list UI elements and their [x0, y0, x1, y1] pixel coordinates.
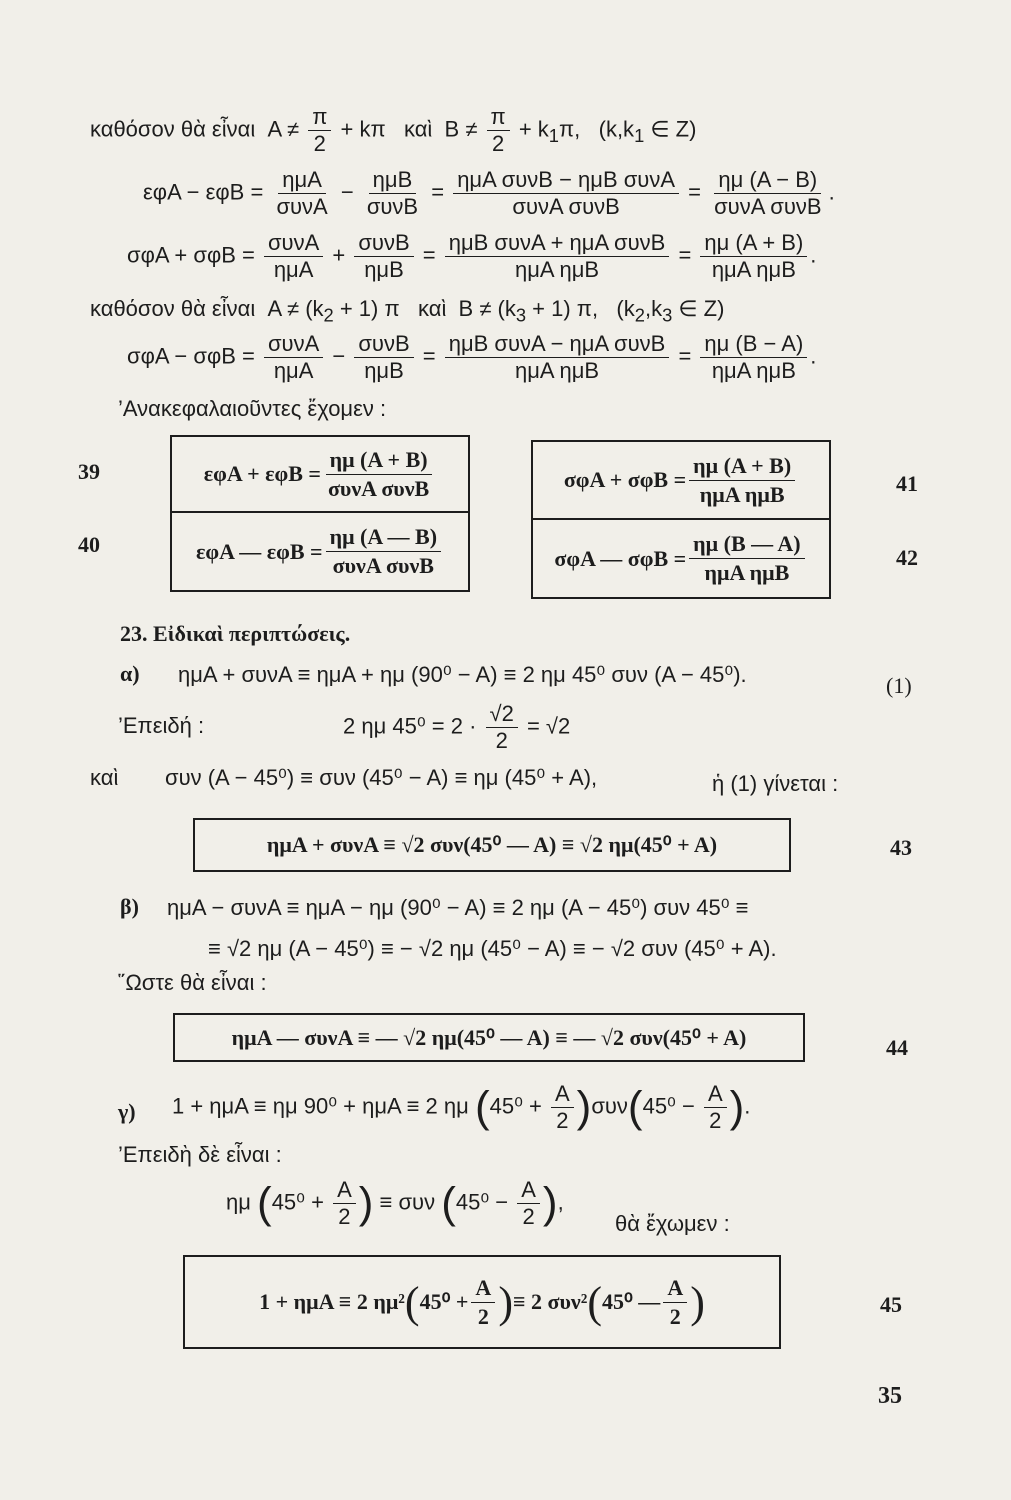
formula-box-tan [170, 435, 470, 592]
summary-line: ’Ανακεφαλαιοῦντες ἔχομεν : [118, 396, 387, 421]
case-g-equation: 1 + ημΑ ≡ ημ 90⁰ + ημΑ ≡ 2 ημ (45⁰ + $\frac{A}{2}$ )συν(45⁰ − $\frac{A}{2}$ ). [172, 1081, 751, 1134]
formula-box-44 [173, 1013, 805, 1062]
equation-cot-sum: σφΑ + σφΒ = $\frac{\text{συνΑ}}{\text{ημΑ}}$ + $\frac{\text{συνΒ}}{\text{ημΒ}}$ = $\frac{\text{ημΒ συνΑ + ημΑ συνΒ}}{\text{ημΑ ημΒ}}$ = $\frac{\eta\mu (A + B)}{\text{ημΑ ημΒ}}$ . [127, 230, 817, 283]
case-b-equation-2: ≡ √2 ημ (Α − 45⁰) ≡ − √2 ημ (45⁰ − Α) ≡ − √2 συν (45⁰ + Α). [208, 936, 777, 961]
section-title: 23. Εἰδικαὶ περιπτώσεις. [120, 621, 351, 646]
page-number: 35 [878, 1383, 902, 1409]
formula-44: ημΑ — συνΑ ≡ — √2 ημ(45⁰ — Α) ≡ — √2 συν(45⁰ + Α) [231, 1024, 747, 1050]
equation-ref-1: (1) [886, 673, 912, 698]
condition-line-2: καθόσον θὰ εἶναι $A \ne (k_2 + 1)$ π καὶ $B \ne (k_3 + 1)$ π, ($k_2,k_3$ ∈ Z) [90, 296, 725, 326]
formula-42: σφΑ — σφΒ = $\frac{\eta\mu (B — A)}{\text{ημΑ ημΒ}}$ [533, 518, 829, 597]
case-a-label: α) [120, 661, 140, 686]
formula-40: εφΑ — εφΒ = $\frac{\eta\mu (A — B)}{\text{συνΑ συνΒ}}$ [172, 511, 468, 590]
since2-label: ’Επειδὴ δὲ εἶναι : [118, 1142, 282, 1167]
case-b-label: β) [120, 894, 139, 919]
condition-line-1: καθόσον θὰ εἶναι Α ≠ $\frac{\pi}{2}$ + kπ καὶ Β ≠ $\frac{\pi}{2}$ + $k_1\pi$, ($k,k_1$ ∈ Z) [90, 104, 697, 157]
formula-45: 1 + ημΑ ≡ 2 ημ² ( 45⁰ + $\frac{A}{2}$ ) ≡ 2 συν² ( 45⁰ — $\frac{A}{2}$ ) [259, 1274, 705, 1329]
formula-39: εφΑ + εφΒ = $\frac{\eta\mu (A + B)}{\text{συνΑ συνΒ}}$ [172, 437, 468, 511]
case-b-equation-1: ημΑ − συνΑ ≡ ημΑ − ημ (90⁰ − Α) ≡ 2 ημ (Α − 45⁰) συν 45⁰ ≡ [167, 895, 749, 920]
since2-equation: ημ (45⁰ + $\frac{A}{2}$ ) ≡ συν (45⁰ − $\frac{A}{2}$ ), [226, 1177, 564, 1230]
formula-box-43 [193, 818, 791, 872]
formula-number-45: 45 [880, 1292, 902, 1317]
and-tail: ἡ (1) γίνεται : [712, 771, 839, 796]
formula-number-39: 39 [78, 459, 100, 484]
case-a-equation: ημΑ + συνΑ ≡ ημΑ + ημ (90⁰ − Α) ≡ 2 ημ 45⁰ συν (Α − 45⁰). [178, 662, 747, 687]
equation-tan-difference: εφΑ − εφΒ = $\frac{\text{ημΑ}}{\text{συνΑ}}$ − $\frac{\text{ημΒ}}{\text{συνΒ}}$ = $\frac{\text{ημΑ συνΒ − ημΒ συνΑ}}{\text{συνΑ συνΒ}}$ = $\frac{\eta\mu (A - B)}{\text{συνΑ συνΒ}}$ . [143, 167, 835, 220]
formula-number-40: 40 [78, 532, 100, 557]
and-equation: συν (Α − 45⁰) ≡ συν (45⁰ − Α) ≡ ημ (45⁰ + Α), [165, 765, 598, 790]
and-label: καὶ [90, 765, 119, 790]
formula-number-43: 43 [890, 835, 912, 860]
formula-41: σφΑ + σφΒ = $\frac{\eta\mu (A + B)}{\text{ημΑ ημΒ}}$ [533, 442, 829, 518]
formula-number-42: 42 [896, 545, 918, 570]
formula-box-cot [531, 440, 831, 599]
formula-number-44: 44 [886, 1035, 908, 1060]
so-label: ῞Ωστε θὰ εἶναι : [118, 970, 267, 995]
formula-number-41: 41 [896, 471, 918, 496]
since-label: ’Επειδή : [118, 713, 205, 738]
formula-box-45 [183, 1255, 781, 1349]
equation-cot-difference: σφΑ − σφΒ = $\frac{\text{συνΑ}}{\text{ημΑ}}$ − $\frac{\text{συνΒ}}{\text{ημΒ}}$ = $\frac{\text{ημΒ συνΑ − ημΑ συνΒ}}{\text{ημΑ ημΒ}}$ = $\frac{\eta\mu (B - A)}{\text{ημΑ ημΒ}}$ . [127, 331, 817, 384]
since-equation: 2 ημ 45⁰ = 2 · $\frac{√2}{2}$ = √2 [343, 701, 571, 754]
case-g-label: γ) [118, 1099, 136, 1124]
since2-tail: θὰ ἔχωμεν : [615, 1211, 730, 1236]
formula-43: ημΑ + συνΑ ≡ √2 συν(45⁰ — Α) ≡ √2 ημ(45⁰ + Α) [266, 832, 718, 857]
